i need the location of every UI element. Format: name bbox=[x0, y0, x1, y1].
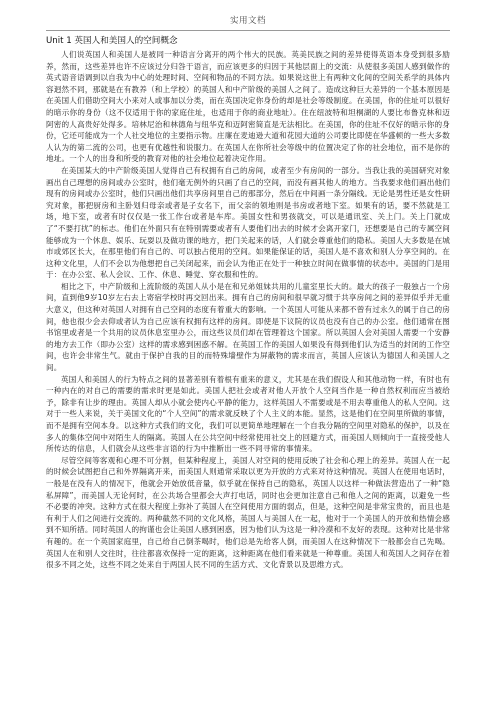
paragraph: 人们说英国人和美国人是被同一种语言分离开的两个伟大的民族。英美民族之间的差异使得英语本身受到很多励养，然而，这些差异也许不应该过分归咎于语言，而应该更多的归因于其他层面上的交流：从使很多美国人感到做作的英式语音语调到以自我为中心的处理时间、空间和物品的不同方法。如果说这世上有两种文化间的空间关系学的具体内容迥然不同，那就是在有教养（和上学校）的英国人和中产阶级的美国人之间了。造成这种巨大差异的一个基本原因是在美国人们借助空间大小来对人或事加以分类，而在英国决定你身份的却是社会等级制度。在美国，你的住址可以很好的暗示你的身份（这不仅适用于你的家庭住址，也适用于你的商业地址）。住在纽波特和坦桐湖的人要比布鲁克林和迈阿密的人高贵好处得多。培林尼治和林德角与纽华克和迈阿密简直是无法相比。在美国，你的住址不仅好的暗示你的身份，它还可能成为一个人社交地位的主要指示物。庄廉在麦迪逊大道和花园大道的公司要比即使在华盛顿的一些大多数人认为的第二流的公司，也更有优越性和说服力。在英国人在你所社会等级中的位置决定了你的社会地位，而不是你的地址。一个人的出身和所受的教育对他的社会地位起着决定作用。 bbox=[46, 50, 450, 164]
page-header bbox=[46, 8, 450, 31]
header-title: 实用文档 bbox=[229, 16, 266, 26]
paragraph: 英国人和美国人的行为特点之间的显著差别有着根有重来的意义，尤其是在我们假设人和其他动物一样，有时也有一种内在的对自己的需要的需求时更是如此。美国人把社会或者对他人开放个人空间当作是一种自然权利而应当被给予，除非有让步的理由。英国人却从小就会使内心平静的能力，这样英国人不需要或是不用去尊重他人的私人空间。这对于一些人来说，关于美国文化的“个人空间”的需求就反映了个人主义的本能。显然，这是他们在空间里所做的事情，而不是拥有空间本身。以这种方式我们的文化，我们可以更简单地理解在一个自我分隔的空间里对隐私的保护，以及在多人的集体空间中对陌生人的隔离。英国人在公共空间中经常使用社交上的回避方式，而美国人则倾向于一直接受他人所传达的信息，人们就会从这些非言语的行为中推断出一些不同寻常的事情来。 bbox=[46, 374, 450, 454]
document-body bbox=[46, 35, 450, 690]
paragraph: 相比之下，中产阶级和上流阶级的英国人从小是在和兄弟姐妹共用的儿童室里长大的。最大的孩子一般独占一个房间，直到他9岁10岁左右去上寄宿学校时再交回出来。拥有自己的房间和很早就习惯于共享房间之间的差异似乎并无重大意义，但这种对英国人对拥有自己空间的态度有着重大的影响。一个英国人可能从来都不曾有过永久的属于自己的房间，他也很少会去仰或者认为自己应该有权拥有这样的房间。即使是下议院的议员也没有自己的办公室。他们通常在图书馆里或者是一个共用的议员休息室里办公，而这些议员们却在管理着这个国家。所以英国人会对美国人需要一个安静的地方去工作（即办公室）这样的需求感到困惑不解。在英国工作的美国人如果没有得到他们认为适当的封闭的工作空间，也许会非常生气。就由于保护自我的目的而特殊墙壁作为屏蔽物的需求而言，英国人应该认为德国人和美国人之间。 bbox=[46, 281, 450, 373]
document-title: Unit 1 英国人和美国人的空间概念 bbox=[46, 36, 178, 46]
paragraph: 在美国某大的中产阶级美国人觉得自己有权拥有自己的房间，或者至少有房间的一部分。当我让我的美国研究对象画出自己理想的房间或办公室时，他们毫无例外的只画了自己的空间，而没有画其他人的地方。当我要求他们画出他们现有的房间或办公室时，他们只画出他们共享房间里自己的那部分，然后在中间画一条分隔线。无论是男性还是女性研究对象，都把厨房和主卧划归母亲或者是子女名下，而父亲的领地则是书房或者地下室。如果有的话，要不然就是工场，地下室，或者有时仅仅是一张工作台或者是车库。美国女性和男孩就交，可以是通讯室、关上门。关上门就成了“不要打扰”的标志。他们在外面只有在特别需要或者有人要他们出去的时候才会离开家门，还想要是自己的专属空间能够成为一个休息、娱乐、玩耍以及做功课的地方，把门关起来的话，人们就会尊重他们的隐私。美国人大多数是在城市或郊区长大，在那里他们有自己的、可以独占使用的空间。如果能保证的话，美国人是不喜欢和别人分享空间的。在这种文化里，人们不会以为他想把自己关闭起来，而会认为他正在处于一种独立时间在做事情的状态中。美国的门是用于：在办公室、私人会议、工作、休息、睡觉、穿衣服和性的。 bbox=[46, 165, 450, 280]
paragraph: 尽管空间等客观和心理不可分割，但某种程度上，美国人对空间的使用反映了社会和心理上的差异。英国人在一起的时候会试图把自己和外界隔离开来，而美国人则通常采取以更为开放的方式来对待这种情况。英国人在使用电话时，一般是在没有人的情况下，他就会开始放低音量，似乎就在保持自己的隐私，英国人以这样一种做法营造出了一种“隐私屏障”，而美国人无论何时，在公共场合里都会大声打电话，同时也会更加注意自己和他人之间的距离，以避免一些不必要的冲突。这种方式在很大程度上弥补了英国人在空间使用方面的弱点，但是，这种空间是非常宝贵的，而且也是有利于人们之间进行交流的。两种截然不同的文化风格，英国人与美国人在一起，他对于一个美国人的开放和热情会感到不知所措。同时英国人的拘谨也会让美国人感到困惑，因为他们认为这是一种冷漠和不友好的表现。这种对比是非常有趣的。在一个英国家庭里，自己给自己倒茶喝时，他们总是先给客人倒，而美国人在这种情况下一般都会自己先喝。英国人在和别人交往时，往往都喜欢保持一定的距离，这种距离在他们看来就是一种尊重。美国人和英国人之间存在着很多不同之处，这些不同之处来自于两国人民不同的生活方式、文化背景以及思维方式。 bbox=[46, 455, 450, 570]
